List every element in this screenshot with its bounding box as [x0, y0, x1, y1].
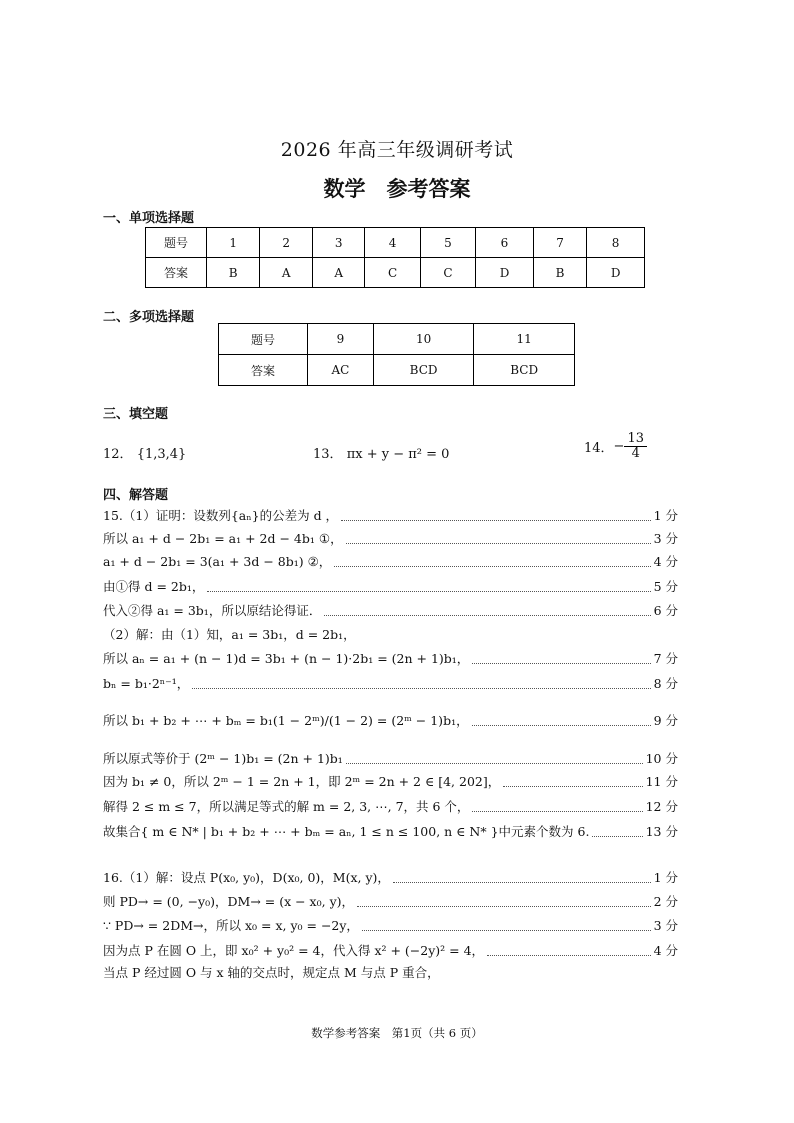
solution-line [103, 576, 678, 598]
solution-line [103, 821, 678, 843]
dot-leader [503, 785, 642, 787]
solution-line [103, 551, 678, 573]
question-number: 14． [584, 441, 614, 456]
solution-line [103, 867, 678, 889]
table-cell: 1 [207, 228, 260, 258]
dot-leader [472, 810, 642, 812]
table-cell: 5 [420, 228, 475, 258]
score-label: 13 分 [645, 824, 678, 839]
table-row-header: 题号 [146, 228, 207, 258]
table-row [146, 228, 645, 258]
solution-text: 所以 a₁ + d − 2b₁ = a₁ + 2d − 4b₁ ①， [103, 531, 343, 546]
score-label: 4 分 [653, 554, 678, 569]
answer-value: πx + y − π² = 0 [346, 447, 450, 462]
dot-leader [487, 954, 651, 956]
score-label: 1 分 [653, 870, 678, 885]
solution-text: 16.（1）解：设点 P(x₀, y₀)，D(x₀, 0)，M(x, y)， [103, 870, 390, 885]
table-cell: BCD [474, 355, 575, 386]
table-row [219, 355, 575, 386]
table-cell: 8 [587, 228, 645, 258]
solution-line [103, 673, 678, 695]
solution-text: 解得 2 ≤ m ≤ 7，所以满足等式的解 m = 2, 3, ⋯, 7，共 6 个， [103, 799, 470, 814]
section-heading-single-choice: 一、单项选择题 [103, 211, 195, 226]
score-label: 3 分 [653, 531, 678, 546]
solution-line [103, 940, 678, 962]
single-choice-answer-table [145, 227, 645, 288]
score-label: 1 分 [653, 508, 678, 523]
dot-leader [192, 687, 650, 689]
table-cell: B [207, 258, 260, 288]
solution-line [103, 891, 678, 913]
table-row [219, 324, 575, 355]
page-footer: 数学参考答案 第1页（共 6 页） [311, 1026, 483, 1040]
fill-answer-12 [103, 443, 186, 462]
table-cell: C [365, 258, 420, 288]
question-number: 12． [103, 447, 133, 462]
score-label: 4 分 [653, 943, 678, 958]
table-row-header: 答案 [146, 258, 207, 288]
question-number: 13． [313, 447, 343, 462]
solution-text: 因为 b₁ ≠ 0，所以 2ᵐ − 1 = 2n + 1，即 2ᵐ = 2n + 2 ∈ [4, 202]， [103, 774, 501, 789]
solution-line [103, 648, 678, 670]
solution-text: 代入②得 a₁ = 3b₁，所以原结论得证． [103, 603, 322, 618]
table-cell: 7 [533, 228, 586, 258]
dot-leader [393, 881, 651, 883]
solution-line [103, 710, 678, 732]
dot-leader [472, 724, 651, 726]
solution-line [103, 962, 678, 984]
table-cell: 11 [474, 324, 575, 355]
answer-fraction [624, 432, 647, 461]
section-heading-solutions: 四、解答题 [103, 488, 169, 503]
solution-line [103, 748, 678, 770]
score-label: 12 分 [645, 799, 678, 814]
dot-leader [357, 905, 651, 907]
dot-leader [346, 762, 643, 764]
dot-leader [334, 565, 650, 567]
fill-answer-13 [313, 443, 449, 462]
score-label: 2 分 [653, 894, 678, 909]
table-cell: 9 [308, 324, 374, 355]
table-cell: 3 [312, 228, 365, 258]
solution-text: 所以 aₙ = a₁ + (n − 1)d = 3b₁ + (n − 1)·2b₁ = (2n + 1)b₁， [103, 651, 470, 666]
fill-answer-14 [584, 432, 647, 461]
solution-text: （2）解：由（1）知，a₁ = 3b₁，d = 2b₁， [103, 627, 356, 642]
section-heading-fill-blank: 三、填空题 [103, 407, 169, 422]
table-cell: D [476, 258, 534, 288]
table-cell: B [533, 258, 586, 288]
table-cell: 10 [373, 324, 474, 355]
table-cell: 2 [260, 228, 313, 258]
score-label: 3 分 [653, 918, 678, 933]
table-cell: A [312, 258, 365, 288]
score-label: 8 分 [653, 676, 678, 691]
dot-leader [341, 519, 651, 521]
dot-leader [207, 590, 650, 592]
score-label: 5 分 [653, 579, 678, 594]
table-cell: D [587, 258, 645, 288]
solution-text: 因为点 P 在圆 O 上，即 x₀² + y₀² = 4，代入得 x² + (−2y)² = 4， [103, 943, 485, 958]
solution-text: ∵ PD→ = 2DM→，所以 x₀ = x, y₀ = −2y， [103, 918, 359, 933]
dot-leader [346, 542, 651, 544]
solution-text: a₁ + d − 2b₁ = 3(a₁ + 3d − 8b₁) ②， [103, 554, 332, 569]
score-label: 11 分 [645, 774, 678, 789]
solution-line [103, 528, 678, 550]
solution-line [103, 505, 678, 527]
dot-leader [472, 662, 650, 664]
table-row [146, 258, 645, 288]
document-subtitle: 数学 参考答案 [323, 177, 471, 201]
solution-line [103, 624, 678, 646]
solution-text: 故集合{ m ∈ N* | b₁ + b₂ + ⋯ + bₘ = aₙ, 1 ≤ n ≤ 100, n ∈ N* }中元素个数为 6. [103, 824, 590, 839]
multi-choice-answer-table [218, 323, 575, 386]
table-cell: BCD [373, 355, 474, 386]
score-label: 10 分 [645, 751, 678, 766]
solution-text: 当点 P 经过圆 O 与 x 轴的交点时，规定点 M 与点 P 重合， [103, 965, 440, 980]
table-row-header: 题号 [219, 324, 308, 355]
score-label: 9 分 [653, 713, 678, 728]
fraction-numerator: 13 [624, 432, 647, 447]
dot-leader [362, 929, 651, 931]
solution-line [103, 771, 678, 793]
table-cell: 4 [365, 228, 420, 258]
document-title: 2026 年高三年级调研考试 [280, 139, 514, 161]
table-cell: C [420, 258, 475, 288]
solution-text: 所以原式等价于 (2ᵐ − 1)b₁ = (2n + 1)b₁ [103, 751, 343, 766]
answer-sign: − [613, 439, 625, 454]
table-cell: A [260, 258, 313, 288]
table-cell: AC [308, 355, 374, 386]
table-cell: 6 [476, 228, 534, 258]
solution-text: 则 PD→ = (0, −y₀)，DM→ = (x − x₀, y)， [103, 894, 355, 909]
table-row-header: 答案 [219, 355, 308, 386]
answer-value: {1,3,4} [136, 447, 187, 462]
score-label: 7 分 [653, 651, 678, 666]
score-label: 6 分 [653, 603, 678, 618]
solution-text: 所以 b₁ + b₂ + ⋯ + bₘ = b₁(1 − 2ᵐ)/(1 − 2) = (2ᵐ − 1)b₁， [103, 713, 469, 728]
solution-line [103, 796, 678, 818]
solution-line [103, 915, 678, 937]
fraction-denominator: 4 [631, 446, 640, 461]
section-heading-multi-choice: 二、多项选择题 [103, 310, 195, 325]
dot-leader [324, 614, 650, 616]
dot-leader [592, 835, 642, 837]
solution-text: bₙ = b₁·2ⁿ⁻¹， [103, 676, 190, 691]
solution-text: 由①得 d = 2b₁， [103, 579, 205, 594]
solution-text: 15.（1）证明：设数列{aₙ}的公差为 d ， [103, 508, 339, 523]
solution-line [103, 600, 678, 622]
